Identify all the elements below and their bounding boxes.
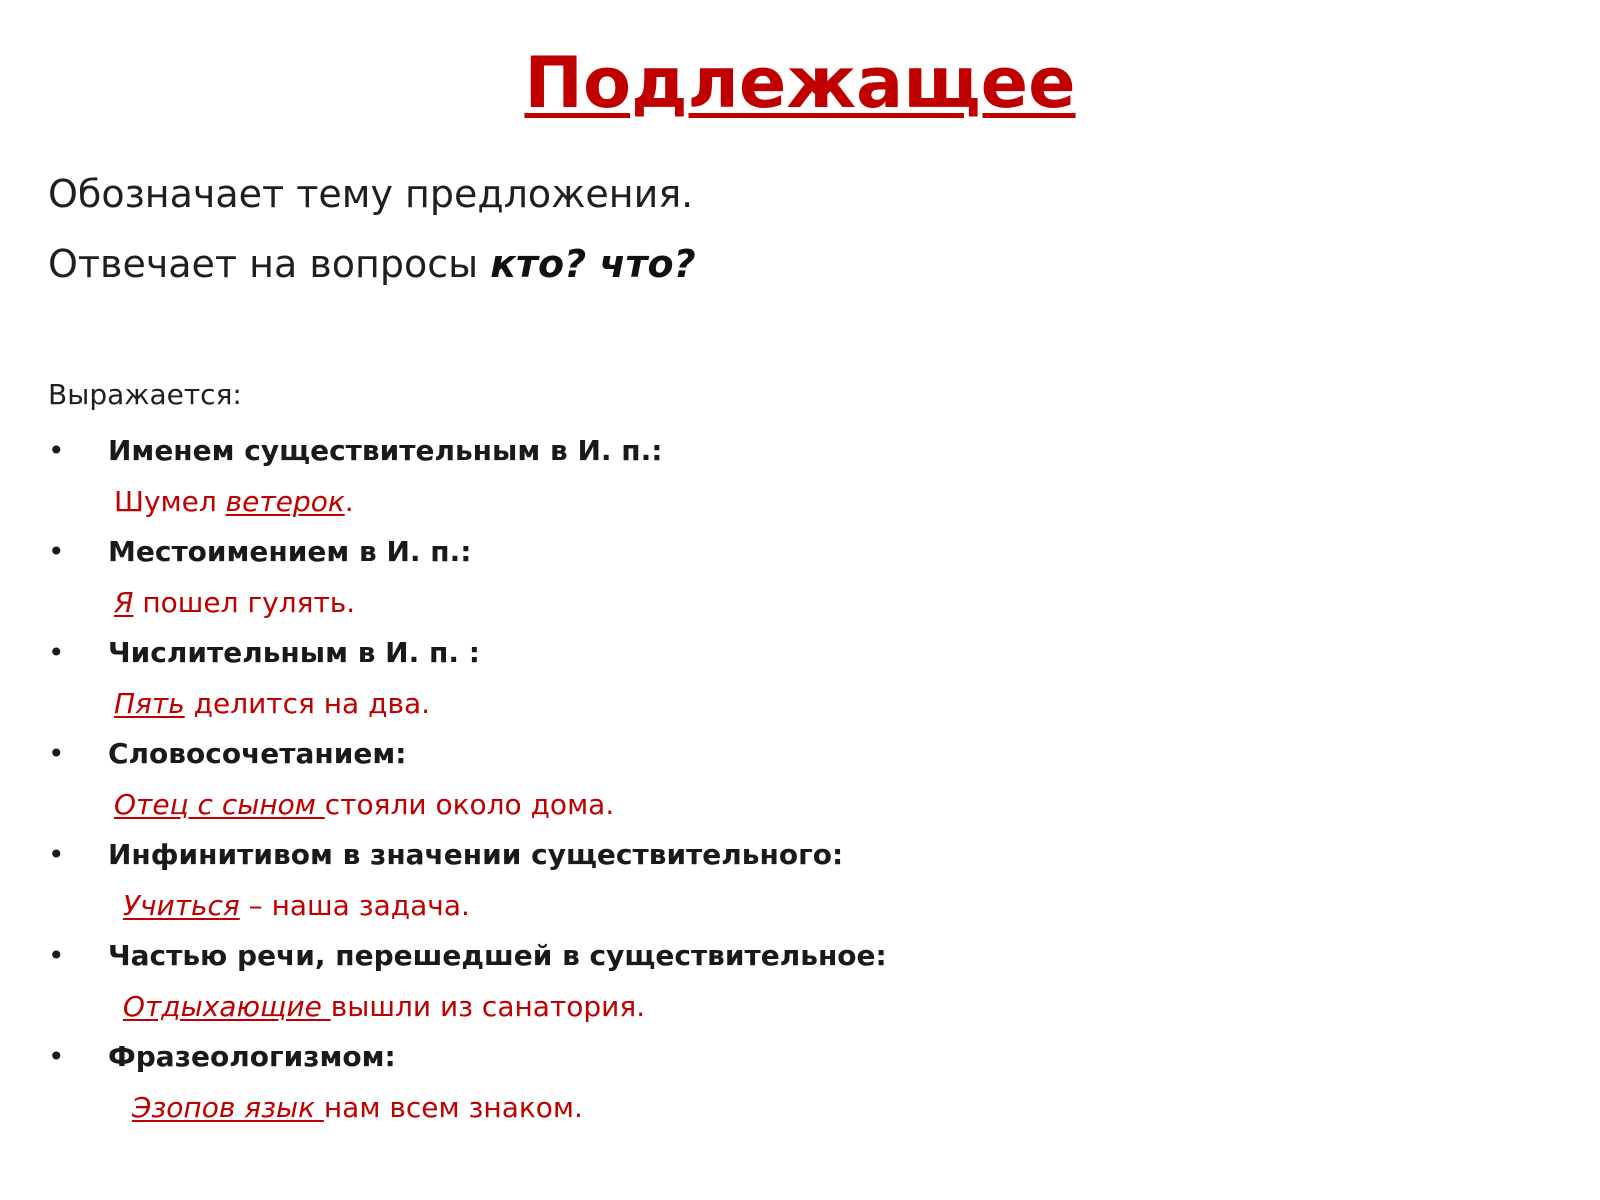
list-item: [48, 830, 1548, 931]
list-item: [48, 527, 1548, 628]
bullet-icon: •: [48, 939, 65, 972]
example-sentence: [48, 981, 1548, 1032]
bullet-icon: •: [48, 434, 65, 467]
example-rest: пошел гулять.: [133, 586, 356, 619]
list-item: [48, 729, 1548, 830]
example-sentence: [48, 1082, 1548, 1133]
item-label: Именем существительным в И. п.:: [108, 434, 663, 467]
list-item: [48, 628, 1548, 729]
example-rest: нам всем знаком.: [323, 1091, 583, 1124]
list-item: [48, 931, 1548, 1032]
example-rest: – наша задача.: [239, 889, 470, 922]
slide-title: Подлежащее: [524, 42, 1076, 124]
bullet-icon: •: [48, 737, 65, 770]
example-subject: Я: [114, 586, 134, 619]
bullet-icon: •: [48, 535, 65, 568]
item-label: Местоимением в И. п.:: [108, 535, 472, 568]
example-lead: [114, 990, 123, 1023]
example-lead: [114, 889, 123, 922]
example-sentence: [48, 779, 1548, 830]
example-rest: стояли около дома.: [324, 788, 615, 821]
intro-questions: кто? что?: [490, 242, 696, 286]
example-sentence: [48, 880, 1548, 931]
bullet-icon: •: [48, 636, 65, 669]
example-lead: [114, 1091, 132, 1124]
example-sentence: [48, 577, 1548, 628]
example-sentence: [48, 678, 1548, 729]
intro-line-meaning: Обозначает тему предложения.: [48, 172, 694, 216]
expression-list: [48, 426, 1548, 1133]
intro-line-questions: [48, 242, 696, 286]
example-subject: Отдыхающие: [122, 990, 331, 1023]
example-subject: Пять: [114, 687, 185, 720]
list-item: [48, 1032, 1548, 1133]
bullet-icon: •: [48, 1040, 65, 1073]
example-lead: Шумел: [114, 485, 226, 518]
example-sentence: [48, 476, 1548, 527]
intro-questions-prefix: Отвечает на вопросы: [48, 242, 491, 286]
list-item: [48, 426, 1548, 527]
example-rest: вышли из санатория.: [330, 990, 646, 1023]
example-subject: Эзопов язык: [131, 1091, 324, 1124]
item-label: Инфинитивом в значении существительного:: [108, 838, 844, 871]
expressed-label: Выражается:: [48, 378, 242, 411]
example-rest: делится на два.: [184, 687, 431, 720]
example-subject: ветерок: [225, 485, 345, 518]
example-subject: Отец с сыном: [114, 788, 325, 821]
item-label: Частью речи, перешедшей в существительное:: [108, 939, 887, 972]
item-label: Числительным в И. п. :: [108, 636, 480, 669]
item-label: Фразеологизмом:: [108, 1040, 396, 1073]
bullet-icon: •: [48, 838, 65, 871]
example-rest: .: [344, 485, 354, 518]
example-subject: Учиться: [122, 889, 240, 922]
item-label: Словосочетанием:: [108, 737, 407, 770]
